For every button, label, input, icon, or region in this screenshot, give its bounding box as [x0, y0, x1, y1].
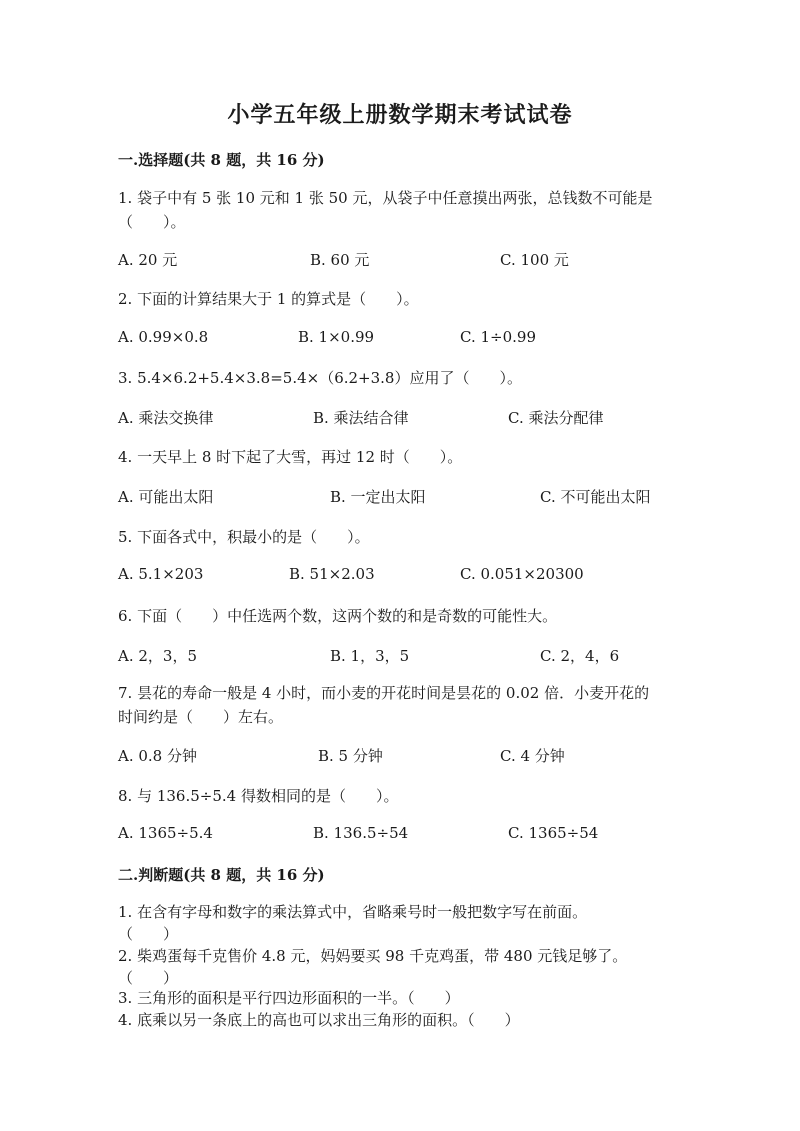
- question-text-cont: （ ）: [118, 969, 179, 987]
- question-4: [118, 445, 688, 469]
- question-7: [118, 681, 688, 729]
- option-a: A. 乘法交换律: [118, 409, 214, 427]
- option-b: B. 136.5÷54: [313, 824, 409, 842]
- option-a: A. 0.8 分钟: [118, 747, 197, 765]
- question-text-cont: （ ）: [118, 925, 179, 943]
- option-c: C. 1365÷54: [508, 824, 599, 842]
- question-text-cont: （ ）。: [118, 213, 186, 231]
- question-text: 6. 下面（ ）中任选两个数，这两个数的和是奇数的可能性大。: [118, 607, 558, 625]
- question-text: 3. 5.4×6.2+5.4×3.8=5.4×（6.2+3.8）应用了（ ）。: [118, 369, 522, 387]
- question-text: 7. 昙花的寿命一般是 4 小时，而小麦的开花时间是昙花的 0.02 倍．小麦开花的: [118, 684, 650, 702]
- judge-question-2: [118, 945, 688, 989]
- option-b: B. 60 元: [310, 251, 370, 269]
- question-text: 3. 三角形的面积是平行四边形面积的一半。（ ）: [118, 989, 460, 1007]
- page-title: 小学五年级上册数学期末考试试卷: [227, 102, 573, 128]
- option-a: A. 可能出太阳: [118, 488, 214, 506]
- option-b: B. 1×0.99: [298, 328, 375, 346]
- option-c: C. 不可能出太阳: [540, 488, 651, 506]
- question-text: 8. 与 136.5÷5.4 得数相同的是（ ）。: [118, 787, 399, 805]
- option-a: A. 0.99×0.8: [118, 328, 209, 346]
- option-a: A. 20 元: [118, 251, 178, 269]
- question-text: 5. 下面各式中，积最小的是（ ）。: [118, 528, 370, 546]
- question-1: [118, 186, 688, 234]
- question-6: [118, 604, 688, 628]
- question-3: [118, 366, 688, 390]
- judge-question-1: [118, 901, 688, 945]
- question-text: 4. 底乘以另一条底上的高也可以求出三角形的面积。（ ）: [118, 1011, 520, 1029]
- option-c: C. 2，4，6: [540, 647, 620, 665]
- option-a: A. 1365÷5.4: [118, 824, 213, 842]
- section-heading-choice: 一.选择题(共 8 题，共 16 分): [118, 151, 325, 169]
- question-text: 1. 袋子中有 5 张 10 元和 1 张 50 元，从袋子中任意摸出两张，总钱数不可能是: [118, 189, 653, 207]
- question-text: 1. 在含有字母和数字的乘法算式中，省略乘号时一般把数字写在前面。: [118, 903, 588, 921]
- question-text-cont: 时间约是（ ）左右。: [118, 708, 284, 726]
- question-text: 2. 下面的计算结果大于 1 的算式是（ ）。: [118, 290, 419, 308]
- option-c: C. 100 元: [500, 251, 569, 269]
- option-b: B. 5 分钟: [318, 747, 383, 765]
- option-b: B. 51×2.03: [289, 565, 375, 583]
- judge-question-4: [118, 1009, 688, 1031]
- question-2: [118, 287, 688, 311]
- question-5: [118, 525, 688, 549]
- option-c: C. 0.051×20300: [460, 565, 584, 583]
- section-heading-judge: 二.判断题(共 8 题，共 16 分): [118, 866, 325, 884]
- option-a: A. 5.1×203: [118, 565, 204, 583]
- option-c: C. 1÷0.99: [460, 328, 536, 346]
- judge-question-3: [118, 987, 688, 1009]
- question-8: [118, 784, 688, 808]
- option-b: B. 1，3，5: [330, 647, 410, 665]
- option-b: B. 乘法结合律: [313, 409, 409, 427]
- option-c: C. 乘法分配律: [508, 409, 604, 427]
- option-a: A. 2，3，5: [118, 647, 197, 665]
- question-text: 2. 柴鸡蛋每千克售价 4.8 元，妈妈要买 98 千克鸡蛋，带 480 元钱足够了。: [118, 947, 628, 965]
- option-c: C. 4 分钟: [500, 747, 565, 765]
- option-b: B. 一定出太阳: [330, 488, 426, 506]
- question-text: 4. 一天早上 8 时下起了大雪，再过 12 时（ ）。: [118, 448, 463, 466]
